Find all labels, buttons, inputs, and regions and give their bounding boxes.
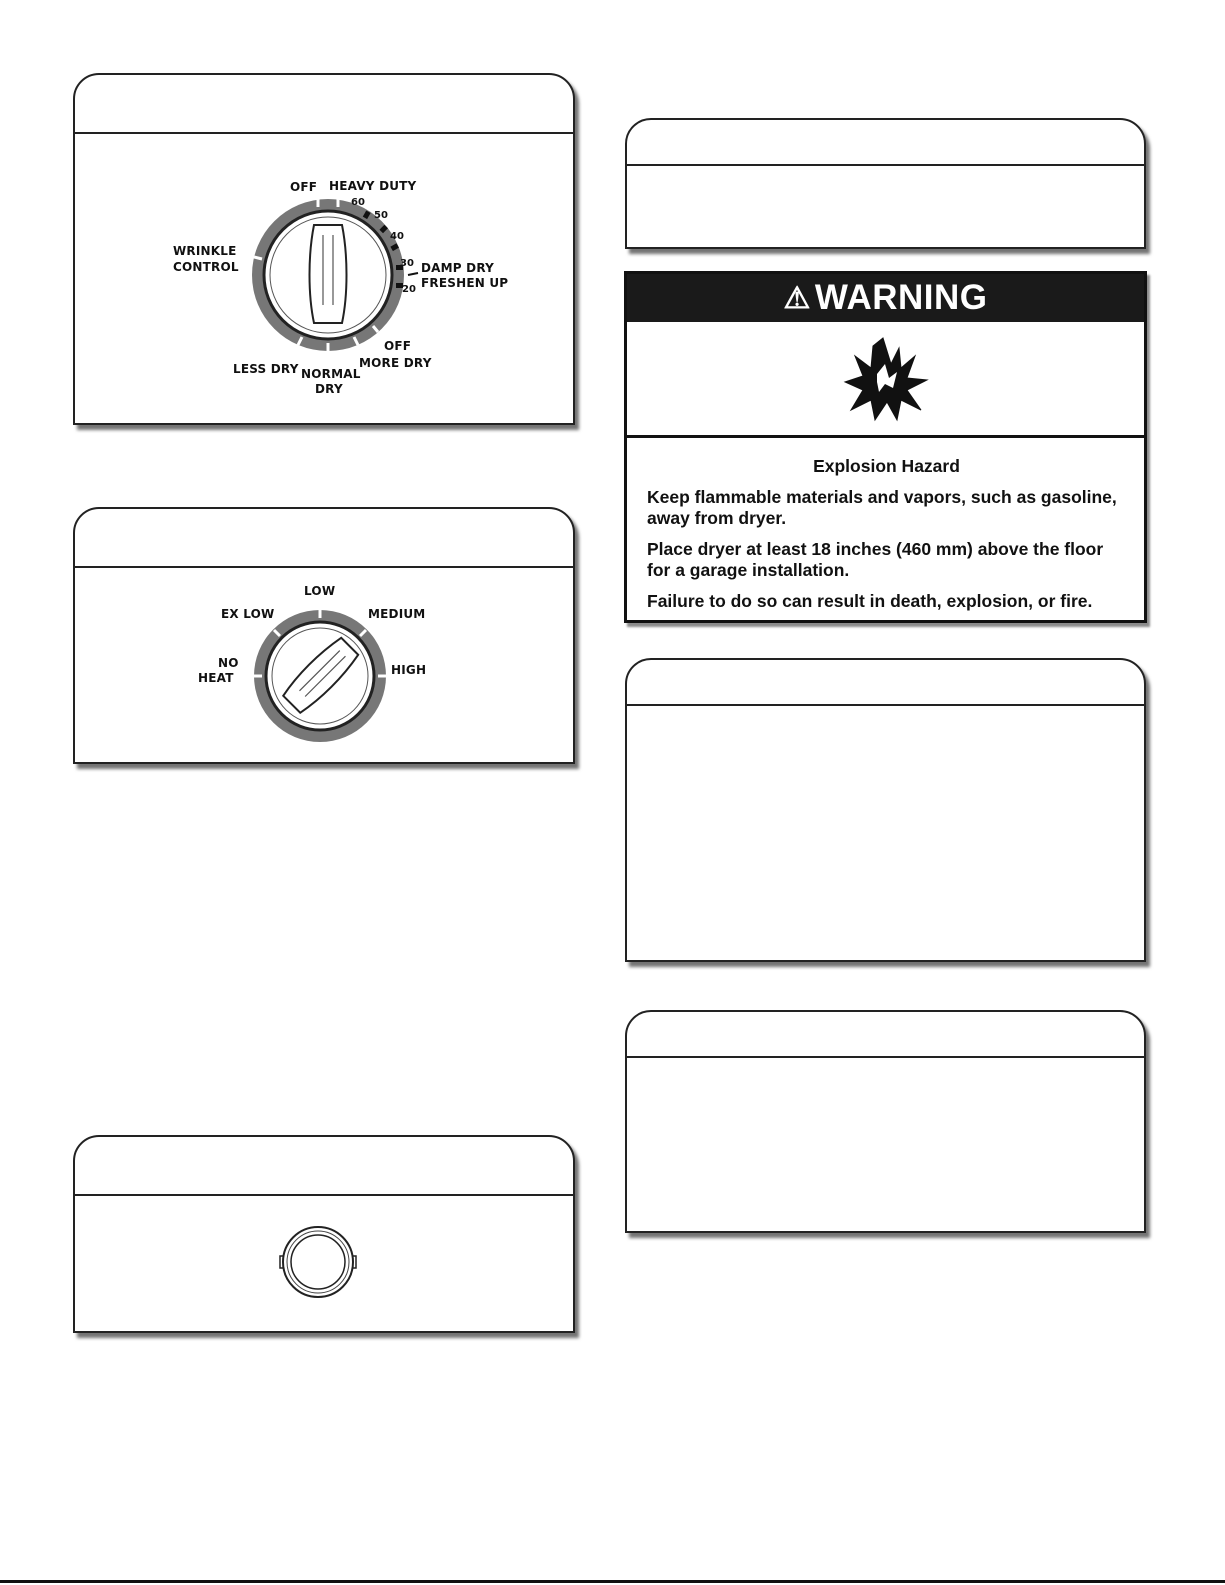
label-20: 20: [402, 284, 416, 295]
label-40: 40: [390, 231, 404, 242]
label-ex-low: EX LOW: [221, 607, 275, 621]
label-off-2: OFF: [384, 339, 412, 353]
label-30: 30: [400, 258, 414, 269]
warning-triangle-icon: ⚠: [783, 281, 811, 315]
warning-icon-area: [627, 322, 1144, 438]
cycle-dial-diagram: [75, 75, 577, 427]
label-more-dry: MORE DRY: [359, 356, 432, 370]
label-wrinkle: WRINKLE: [173, 244, 237, 258]
info-panel-top: [625, 118, 1146, 249]
info-panel-middle-header: [627, 660, 1144, 706]
warning-hazard-title: Explosion Hazard: [813, 456, 960, 476]
label-normal: NORMAL: [301, 367, 361, 381]
start-button-panel: [73, 1135, 575, 1333]
warning-title: WARNING: [814, 278, 988, 317]
page-bottom-rule: [0, 1580, 1225, 1583]
label-high: HIGH: [391, 663, 427, 677]
label-dry: DRY: [315, 382, 343, 396]
warning-line-1: Keep flammable materials and vapors, such as gasoline, away from dryer.: [647, 487, 1117, 528]
label-no: NO: [218, 656, 239, 670]
explosion-icon: [841, 334, 931, 424]
label-low: LOW: [304, 584, 336, 598]
temperature-dial-diagram: [75, 509, 577, 766]
start-button-diagram: [75, 1137, 577, 1335]
label-freshen-up: FRESHEN UP: [421, 276, 509, 290]
cycle-knob-grip: [310, 225, 347, 323]
info-panel-top-header: [627, 120, 1144, 166]
warning-header: [627, 274, 1144, 322]
label-off: OFF: [290, 180, 318, 194]
temperature-panel: [73, 507, 575, 764]
label-medium: MEDIUM: [368, 607, 426, 621]
label-heat: HEAT: [198, 671, 234, 685]
label-control: CONTROL: [173, 260, 239, 274]
warning-line-3: Failure to do so can result in death, explosion, or fire.: [647, 591, 1093, 611]
label-damp-dry: DAMP DRY: [421, 261, 494, 275]
cycle-control-panel: [73, 73, 575, 425]
label-less-dry: LESS DRY: [233, 362, 299, 376]
warning-box: [624, 271, 1147, 623]
label-60: 60: [351, 197, 365, 208]
warning-line-2: Place dryer at least 18 inches (460 mm) above the floor for a garage installation.: [647, 539, 1104, 580]
info-panel-bottom-header: [627, 1012, 1144, 1058]
tick-wrinkle: [254, 257, 262, 259]
label-50: 50: [374, 210, 388, 221]
warning-text: [627, 438, 1144, 612]
info-panel-bottom: [625, 1010, 1146, 1233]
info-panel-middle: [625, 658, 1146, 962]
label-heavy-duty: HEAVY DUTY: [329, 179, 417, 193]
start-button[interactable]: [283, 1227, 353, 1297]
